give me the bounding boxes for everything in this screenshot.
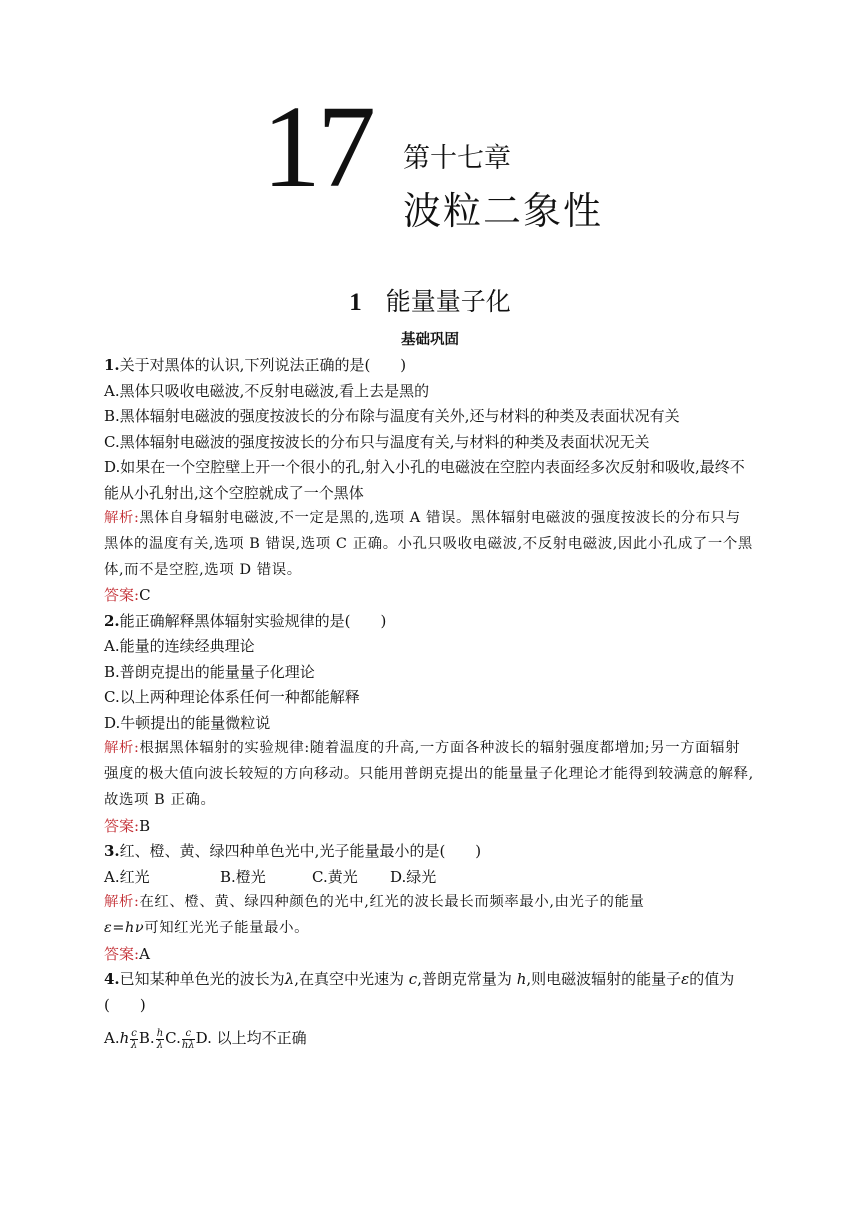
symbol-c: c bbox=[408, 970, 418, 989]
question-text: 关于对黑体的认识,下列说法正确的是( ) bbox=[119, 356, 407, 374]
chapter-number: 17 bbox=[262, 81, 372, 212]
options-row bbox=[104, 1026, 754, 1052]
answer: 答案:A bbox=[104, 944, 150, 963]
explanation: 解析:在红、橙、黄、绿四种颜色的光中,红光的波长最长而频率最小,由光子的能量 ε=hν可知红光光子能量最小。 bbox=[104, 894, 645, 937]
option-c: C.以上两种理论体系任何一种都能解释 bbox=[104, 688, 360, 707]
question-number: 2. bbox=[104, 611, 120, 630]
question-stem bbox=[104, 839, 754, 865]
question-1 bbox=[104, 353, 754, 609]
question-4 bbox=[104, 967, 754, 1052]
explanation: 解析:根据黑体辐射的实验规律:随着温度的升高,一方面各种波长的辐射强度都增加;另一方面辐射强度的极大值向波长较短的方向移动。只能用普朗克提出的能量量子化理论才能得到较满意的解释,故选项 B 正确。 bbox=[104, 740, 754, 808]
fraction-denominator: λ bbox=[130, 1039, 138, 1051]
explanation-text: 黑体自身辐射电磁波,不一定是黑的,选项 A 错误。黑体辐射电磁波的强度按波长的分布只与黑体的温度有关,选项 B 错误,选项 C 正确。小孔只吸收电磁波,不反射电磁波,因此小孔成了一个黑体,而不是空腔,选项 D 错误。 bbox=[104, 510, 753, 578]
option-b bbox=[138, 1027, 165, 1051]
option-label: A. bbox=[104, 1029, 120, 1048]
explanation-label: 解析 bbox=[104, 894, 134, 911]
option-c bbox=[165, 1027, 196, 1051]
question-number: 1. bbox=[104, 356, 120, 374]
explanation-label: 解析 bbox=[104, 510, 134, 526]
answer-value: A bbox=[139, 944, 150, 963]
question-list bbox=[104, 353, 754, 1052]
option-label: C. bbox=[165, 1029, 181, 1048]
question-text: ,则电磁波辐射的能量子 bbox=[526, 970, 682, 989]
explanation-text: 在红、橙、黄、绿四种颜色的光中,红光的波长最长而频率最小,由光子的能量 bbox=[139, 894, 645, 911]
question-text: ,在真空中光速为 bbox=[294, 970, 409, 989]
question-text: 红、橙、黄、绿四种单色光中,光子能量最小的是( ) bbox=[119, 842, 482, 861]
question-stem bbox=[104, 353, 754, 379]
option-d: D.牛顿提出的能量微粒说 bbox=[104, 713, 271, 732]
fraction-denominator: λ bbox=[156, 1039, 164, 1051]
answer-label: 答案 bbox=[104, 944, 135, 963]
question-stem bbox=[104, 609, 754, 635]
option-label: B. bbox=[138, 1029, 155, 1048]
explanation-tail: 可知红光光子能量最小。 bbox=[144, 920, 310, 937]
symbol-epsilon: ε bbox=[681, 970, 690, 989]
option-c: C.黑体辐射电磁波的强度按波长的分布只与温度有关,与材料的种类及表面状况无关 bbox=[104, 432, 650, 451]
explanation: 解析:黑体自身辐射电磁波,不一定是黑的,选项 A 错误。黑体辐射电磁波的强度按波长的分布只与黑体的温度有关,选项 B 错误,选项 C 正确。小孔只吸收电磁波,不反射电磁波,因此小孔成了一个黑体,而不是空腔,选项 D 错误。 bbox=[104, 510, 753, 578]
question-stem bbox=[104, 967, 754, 1018]
section-number: 1 bbox=[349, 289, 362, 316]
question-2 bbox=[104, 609, 754, 839]
question-number: 3. bbox=[104, 842, 120, 861]
explanation-formula: ε=hν bbox=[104, 920, 145, 937]
question-number: 4. bbox=[104, 970, 120, 989]
fraction-denominator: hλ bbox=[181, 1039, 195, 1051]
option-prefix: h bbox=[119, 1029, 130, 1048]
question-text: 已知某种单色光的波长为 bbox=[119, 970, 285, 989]
fraction-numerator: h bbox=[156, 1027, 164, 1039]
answer-value: C bbox=[139, 586, 151, 605]
option-b: B.黑体辐射电磁波的强度按波长的分布除与温度有关外,还与材料的种类及表面状况有关 bbox=[104, 407, 680, 425]
explanation-label: 解析 bbox=[104, 740, 134, 757]
option-label: D. bbox=[195, 1029, 212, 1048]
option-d: D.绿光 bbox=[390, 867, 437, 886]
option-a bbox=[104, 1027, 139, 1051]
option-c: C.黄光 bbox=[312, 867, 358, 886]
answer-label: 答案 bbox=[104, 586, 135, 605]
answer-value: B bbox=[139, 816, 151, 835]
fraction-numerator: c bbox=[131, 1027, 137, 1039]
option-a: A.黑体只吸收电磁波,不反射电磁波,看上去是黑的 bbox=[104, 381, 430, 400]
fraction bbox=[156, 1028, 164, 1051]
fraction bbox=[182, 1028, 195, 1051]
answer-label: 答案 bbox=[104, 816, 135, 835]
option-a: A.能量的连续经典理论 bbox=[104, 637, 255, 656]
option-d bbox=[196, 1029, 307, 1047]
section-title-text: 能量量子化 bbox=[385, 287, 511, 316]
section-title bbox=[0, 284, 860, 321]
option-a: A.红光 bbox=[104, 867, 150, 886]
fraction-numerator: c bbox=[182, 1028, 195, 1040]
subheading: 基础巩固 bbox=[401, 332, 459, 348]
question-text: 的值为( ) bbox=[104, 970, 735, 1014]
option-b: B.普朗克提出的能量量子化理论 bbox=[104, 662, 315, 681]
chapter-title: 波粒二象性 bbox=[403, 189, 604, 233]
chapter-label: 第十七章 bbox=[403, 143, 511, 174]
answer: 答案:B bbox=[104, 816, 151, 835]
answer: 答案:C bbox=[104, 586, 151, 605]
symbol-lambda: λ bbox=[284, 970, 295, 989]
question-text: 能正确解释黑体辐射实验规律的是( ) bbox=[119, 611, 387, 630]
option-text: 以上均不正确 bbox=[211, 1029, 307, 1048]
question-3 bbox=[104, 839, 754, 967]
symbol-h: h bbox=[516, 970, 527, 989]
fraction bbox=[130, 1028, 138, 1051]
option-b: B.橙光 bbox=[220, 867, 266, 886]
explanation-text: 根据黑体辐射的实验规律:随着温度的升高,一方面各种波长的辐射强度都增加;另一方面辐射强度的极大值向波长较短的方向移动。只能用普朗克提出的能量量子化理论才能得到较满意的解释,故选项 B 正确。 bbox=[104, 740, 754, 808]
option-d: D.如果在一个空腔壁上开一个很小的孔,射入小孔的电磁波在空腔内表面经多次反射和吸收,最终不能从小孔射出,这个空腔就成了一个黑体 bbox=[104, 458, 745, 502]
question-text: ,普朗克常量为 bbox=[417, 970, 517, 989]
options-row bbox=[104, 865, 754, 891]
